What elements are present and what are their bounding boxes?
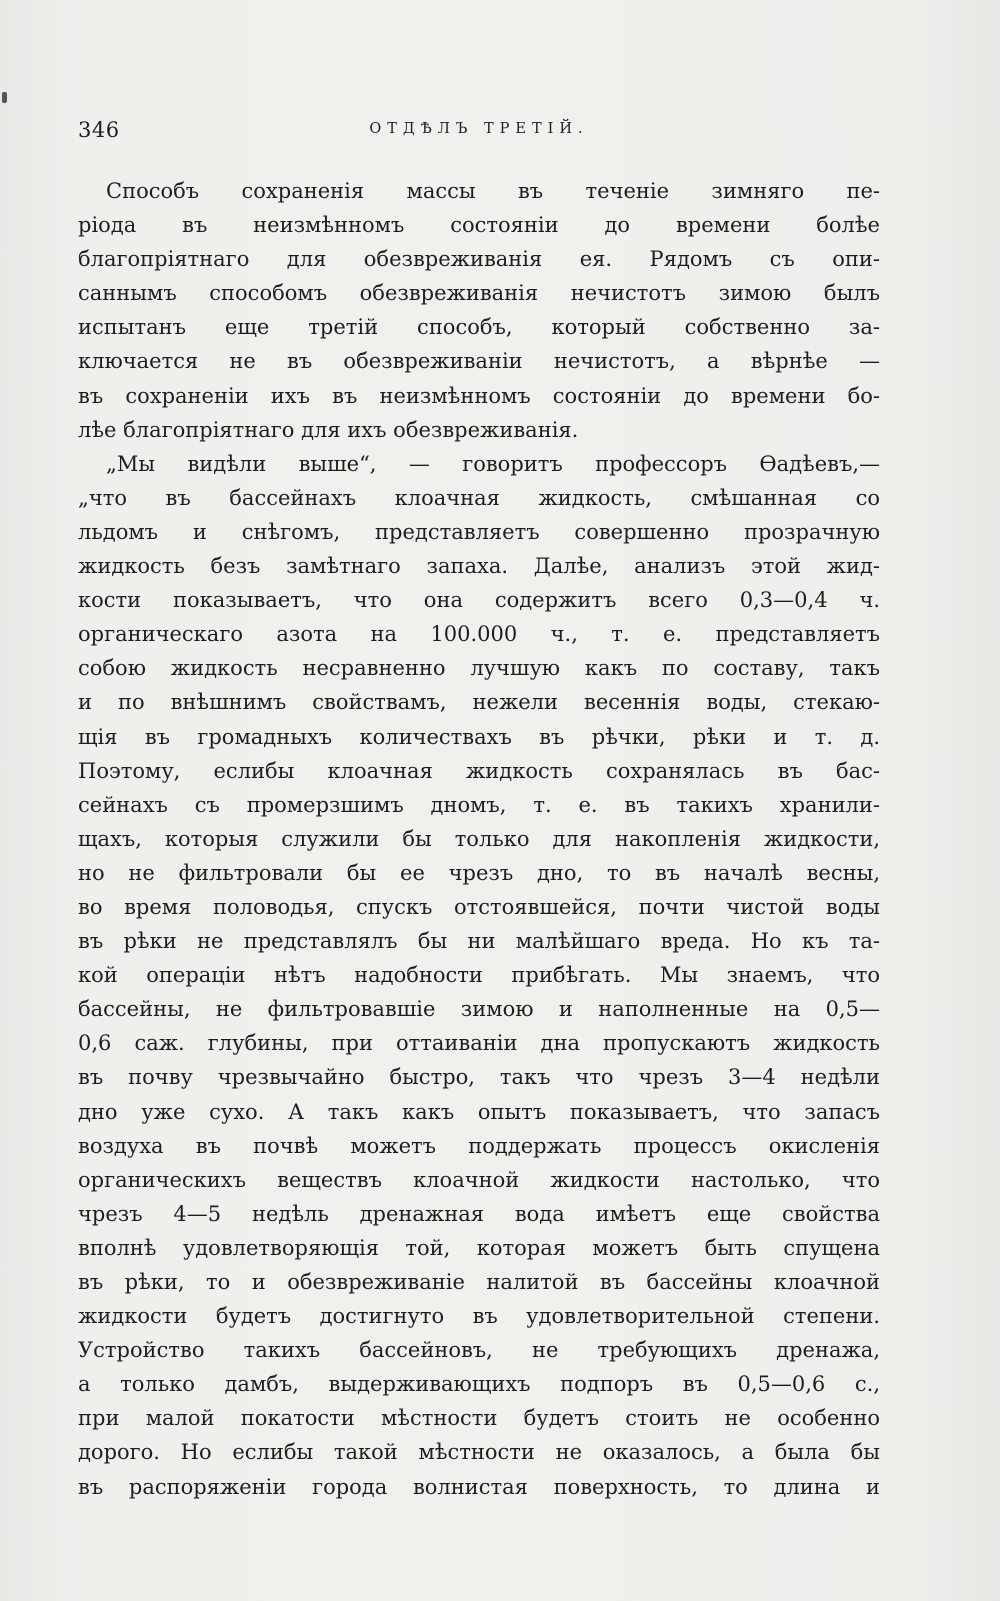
text-line: въ распоряженіи города волнистая поверхность, то длина и <box>78 1474 880 1499</box>
text-line: жидкость безъ замѣтнаго запаха. Далѣе, анализъ этой жид- <box>78 554 880 579</box>
text-line: собою жидкость несравненно лучшую какъ по составу, такъ <box>78 656 880 681</box>
text-line: въ рѣки не представлялъ бы ни малѣйшаго вреда. Но къ та- <box>78 929 880 954</box>
text-line: сейнахъ съ промерзшимъ дномъ, т. е. въ такихъ хранили- <box>78 792 880 817</box>
text-line: и по внѣшнимъ свойствамъ, нежели весеннія воды, стекаю- <box>78 690 880 715</box>
text-line: дно уже сухо. А такъ какъ опытъ показываетъ, что запасъ <box>78 1099 880 1124</box>
body-text <box>78 174 880 1504</box>
text-line: дорого. Но еслибы такой мѣстности не оказалось, а была бы <box>78 1440 880 1465</box>
text-line: ключается не въ обезвреживаніи нечистотъ, а вѣрнѣе — <box>78 349 880 374</box>
text-line: „что въ бассейнахъ клоачная жидкость, смѣшанная со <box>78 485 880 510</box>
text-line: органическаго азота на 100.000 ч., т. е. представляетъ <box>78 622 880 647</box>
text-line: въ рѣки, то и обезвреживаніе налитой въ бассейны клоачной <box>78 1270 880 1294</box>
text-line: саннымъ способомъ обезвреживанія нечистотъ зимою былъ <box>78 281 880 306</box>
text-line: льдомъ и снѣгомъ, представляетъ совершенно прозрачную <box>78 519 880 544</box>
text-line: благопріятнаго для обезвреживанія ея. Рядомъ съ опи- <box>78 247 880 272</box>
text-line: но не фильтровали бы ее чрезъ дно, то въ началѣ весны, <box>78 860 880 885</box>
text-line: въ сохраненіи ихъ въ неизмѣнномъ состояніи до времени бо- <box>78 383 880 408</box>
text-line: кости показываетъ, что она содержитъ всего 0,3—0,4 ч. <box>78 588 880 613</box>
text-line: щахъ, которыя служили бы только для накопленія жидкости, <box>78 826 880 851</box>
text-line: органическихъ веществъ клоачной жидкости настолько, что <box>78 1167 880 1192</box>
text-line: въ почву чрезвычайно быстро, такъ что чрезъ 3—4 недѣли <box>78 1065 880 1090</box>
text-line: жидкости будетъ достигнуто въ удовлетворительной степени. <box>78 1304 880 1329</box>
page-speck <box>2 92 7 103</box>
text-line: воздуха въ почвѣ можетъ поддержать процессъ окисленія <box>78 1133 880 1158</box>
text-line: во время половодья, спускъ отстоявшейся, почти чистой воды <box>78 894 880 919</box>
text-line: Устройство такихъ бассейновъ, не требующихъ дренажа, <box>78 1338 880 1363</box>
text-line: испытанъ еще третій способъ, который собственно за- <box>78 315 880 340</box>
text-line: 0,6 саж. глубины, при оттаиваніи дна пропускаютъ жидкость <box>78 1031 880 1056</box>
text-line: вполнѣ удовлетворяющія той, которая можетъ быть спущена <box>78 1235 880 1260</box>
text-line: бассейны, не фильтровавшіе зимою и наполненные на 0,5— <box>78 997 880 1022</box>
page-number: 346 <box>78 118 120 142</box>
text-line: Поэтому, еслибы клоачная жидкость сохранялась въ бас- <box>78 758 880 783</box>
text-line: при малой покатости мѣстности будетъ стоить не особенно <box>78 1406 880 1431</box>
text-line: „Мы видѣли выше“, — говоритъ профессоръ Ѳадѣевъ,— <box>106 451 880 476</box>
text-line: а только дамбъ, выдерживающихъ подпоръ въ 0,5—0,6 с., <box>78 1372 880 1397</box>
running-head: ОТДѢЛЪ ТРЕТІЙ. <box>369 121 589 137</box>
text-line: ріода въ неизмѣнномъ состояніи до времени болѣе <box>78 213 880 238</box>
text-line: чрезъ 4—5 недѣль дренажная вода имѣетъ еще свойства <box>78 1201 880 1226</box>
text-line: Способъ сохраненія массы въ теченіе зимняго пе- <box>106 179 880 203</box>
text-line: кой операціи нѣтъ надобности прибѣгать. Мы знаемъ, что <box>78 963 880 988</box>
text-line: щія въ громадныхъ количествахъ въ рѣчки, рѣки и т. д. <box>78 724 880 749</box>
page-header <box>78 118 880 148</box>
text-line: лѣе благопріятнаго для ихъ обезвреживанія. <box>78 417 579 442</box>
